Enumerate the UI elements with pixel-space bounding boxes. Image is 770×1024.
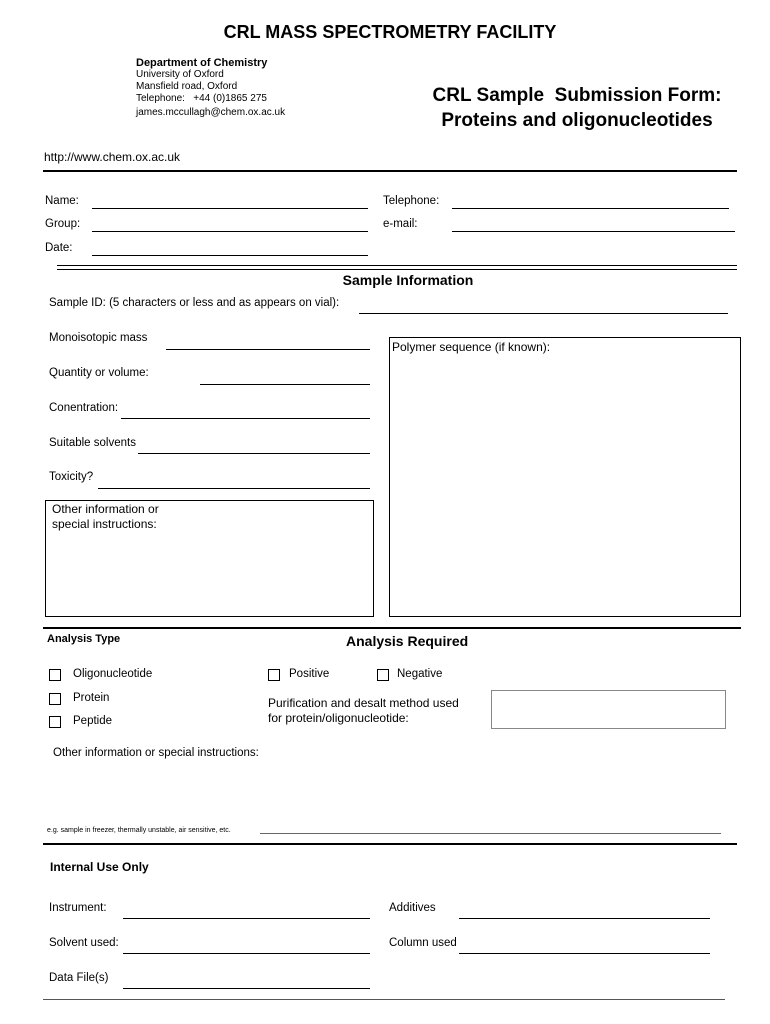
quantity-field[interactable] [200, 384, 370, 385]
email-label: e-mail: [383, 218, 418, 230]
analysis-divider [43, 843, 737, 845]
sample-id-field[interactable] [359, 313, 728, 314]
protein-label: Protein [73, 692, 110, 704]
datafile-label: Data File(s) [49, 972, 109, 984]
sample-divider [43, 627, 741, 629]
analysis-type-heading: Analysis Type [47, 633, 121, 645]
oligonucleotide-label: Oligonucleotide [73, 668, 153, 680]
website-url: http://www.chem.ox.ac.uk [44, 150, 181, 164]
additives-label: Additives [389, 902, 436, 914]
other-info-label-2: special instructions: [52, 517, 157, 531]
date-label: Date: [45, 242, 73, 254]
contact-email: james.mccullagh@chem.ox.ac.uk [136, 107, 286, 118]
concentration-field[interactable] [121, 418, 370, 419]
toxicity-label: Toxicity? [49, 471, 94, 483]
instrument-label: Instrument: [49, 902, 107, 914]
name-label: Name: [45, 195, 79, 207]
analysis-other-field[interactable] [260, 833, 721, 834]
other-info-label-1: Other information or [52, 502, 159, 516]
sample-info-heading: Sample Information [342, 272, 474, 288]
column-label: Column used [389, 937, 457, 949]
group-label: Group: [45, 218, 81, 230]
solvents-label: Suitable solvents [49, 437, 136, 449]
datafile-field[interactable] [123, 988, 370, 989]
purification-label-1: Purification and desalt method used [268, 696, 459, 710]
analysis-required-heading: Analysis Required [346, 633, 469, 649]
solvent-field[interactable] [123, 953, 370, 954]
solvents-field[interactable] [138, 453, 370, 454]
date-field[interactable] [92, 255, 368, 256]
telephone-field[interactable] [452, 208, 729, 209]
negative-checkbox[interactable] [377, 669, 389, 681]
peptide-checkbox[interactable] [49, 716, 61, 728]
concentration-label: Conentration: [49, 402, 119, 414]
email-field[interactable] [452, 231, 735, 232]
sample-id-label: Sample ID: (5 characters or less and as appears on vial): [49, 297, 340, 309]
form-title-line-1: CRL Sample Submission Form: [432, 85, 722, 106]
telephone-label: Telephone: [383, 195, 440, 207]
analysis-other-label: Other information or special instructions: [53, 747, 259, 759]
internal-use-heading: Internal Use Only [50, 860, 149, 874]
peptide-label: Peptide [73, 715, 113, 727]
negative-label: Negative [397, 668, 443, 680]
department-name: Department of Chemistry [136, 57, 268, 69]
footer-divider [43, 999, 725, 1000]
form-title-line-2: Proteins and oligonucleotides [441, 110, 713, 131]
address-line-2: Mansfield road, Oxford [136, 81, 238, 92]
positive-checkbox[interactable] [268, 669, 280, 681]
additives-field[interactable] [459, 918, 710, 919]
mass-label: Monoisotopic mass [49, 332, 148, 344]
mass-field[interactable] [166, 349, 370, 350]
purification-field[interactable] [491, 690, 726, 729]
column-field[interactable] [459, 953, 710, 954]
group-field[interactable] [92, 231, 368, 232]
example-note: e.g. sample in freezer, thermally unstable, air sensitive, etc. [47, 827, 231, 834]
polymer-sequence-box[interactable] [389, 337, 741, 617]
contact-divider [57, 265, 737, 270]
solvent-label: Solvent used: [49, 937, 119, 949]
oligonucleotide-checkbox[interactable] [49, 669, 61, 681]
facility-title: CRL MASS SPECTROMETRY FACILITY [223, 22, 557, 42]
other-info-box[interactable] [45, 500, 374, 617]
toxicity-field[interactable] [98, 488, 370, 489]
address-line-1: University of Oxford [136, 69, 224, 80]
protein-checkbox[interactable] [49, 693, 61, 705]
polymer-sequence-label: Polymer sequence (if known): [392, 340, 551, 354]
telephone-info: Telephone: +44 (0)1865 275 [136, 93, 267, 104]
instrument-field[interactable] [123, 918, 370, 919]
name-field[interactable] [92, 208, 368, 209]
quantity-label: Quantity or volume: [49, 367, 149, 379]
header-divider [43, 170, 737, 172]
positive-label: Positive [289, 668, 330, 680]
purification-label-2: for protein/oligonucleotide: [268, 711, 409, 725]
